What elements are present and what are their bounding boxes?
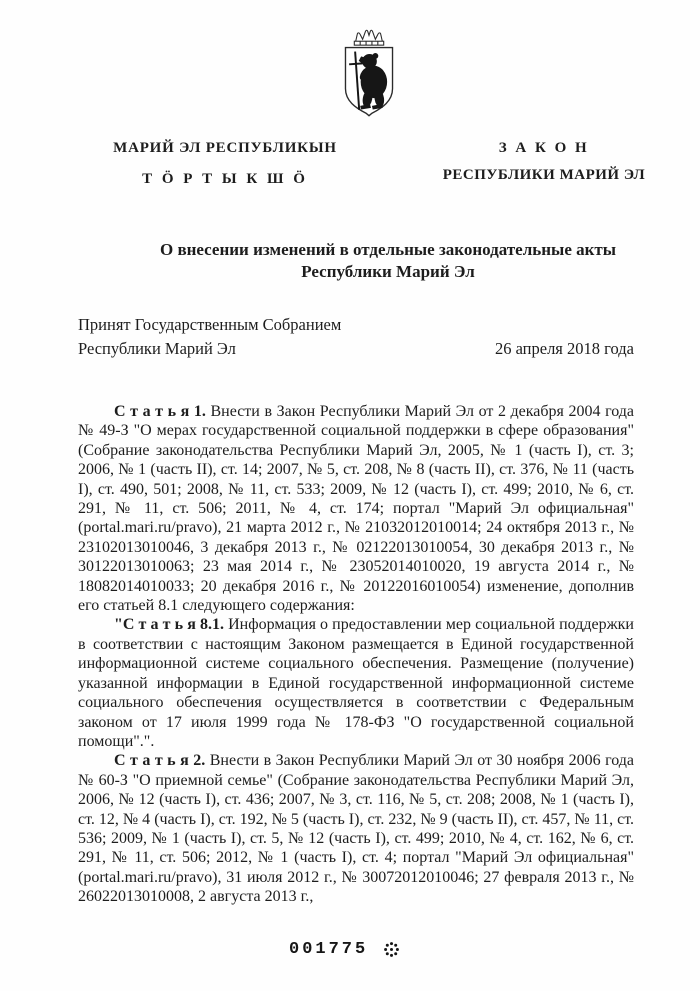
mari-el-coat-of-arms-icon [334,28,404,126]
adopted-by-line2: Республики Марий Эл [78,338,236,358]
republic-name-russian: РЕСПУБЛИКИ МАРИЙ ЭЛ [442,167,646,183]
law-body-text [78,402,634,907]
adopted-by-line1: Принят Государственным Собранием [78,315,342,334]
article-8-1-text: Информация о предоставлении мер социальной поддержки в соответствии с настоящим Законом размещается в Единой государственной информационной системе социального обеспечения. Размещение (получение) указанной информации в Единой государственной информационной системе социального обеспечения осуществляется в соответствии с Федеральным законом от 17 июля 1999 года № 178-ФЗ "О государственной социальной помощи".". [78,616,634,750]
article-1-text: Внести в Закон Республики Марий Эл от 2 декабря 2004 года № 49-З "О мерах государственной социальной поддержки в сфере образования" (Собрание законодательства Республики Марий Эл, 2005, № 1 (часть I), ст. 3; 2006, № 1 (часть II), ст. 14; 2007, № 5, ст. 208, № 8 (часть II), ст. 376, № 11 (часть I), ст. 490, 501; 2008, № 11, ст. 533; 2009, № 12 (часть I), ст. 499; 2010, № 6, ст. 291, № 11, ст. 506; 2011, № 4, ст. 174; портал "Марий Эл официальная" (portal.mari.ru/pravo), 21 марта 2012 г., № 21032012010014; 24 октября 2013 г., № 23102013010046, 3 декабря 2013 г., № 02122013010054, 30 декабря 2013 г., № 30122013010063; 23 мая 2014 г., № 23052014010020, 19 августа 2014 г., № 18082014010033; 20 декабря 2016 г., № 20122016010054) изменение, дополнив его статьей 8.1 следующего содержания: [78,403,635,615]
footer-stamp [289,940,400,959]
article-2-text: Внести в Закон Республики Марий Эл от 30 ноября 2006 года № 60-З "О приемной семье" (Собрание законодательства Республики Марий Эл, 2006, № 12 (часть I), ст. 436; 2007, № 3, ст. 116, № 5, ст. 208; 2008, № 1 (часть I), ст. 12, № 4 (часть I), ст. 192, № 5 (часть I), ст. 232, № 9 (часть II), ст. 457, № 11, ст. 536; 2009, № 1 (часть I), ст. 5, № 12 (часть I), ст. 499; 2010, № 4, ст. 162, № 6, ст. 291, № 11, ст. 506; 2012, № 1 (часть I), ст. 4; портал "Марий Эл официальная" (portal.mari.ru/pravo), 31 июля 2012 г., № 30072012010046; 27 февраля 2013 г., № 26022013010008, 2 августа 2013 г., [78,752,635,906]
republic-name-mari: МАРИЙ ЭЛ РЕСПУБЛИКЫН [113,140,337,156]
adoption-date: 26 апреля 2018 года [494,338,634,358]
letterhead-russian-language [438,138,650,185]
article-2-label: С т а т ь я 2. [114,752,206,770]
law-word-russian: З А К О Н [498,140,590,156]
inserted-article-8-1-paragraph [78,615,634,751]
document-title: О внесении изменений в отдельные законодательные акты Республики Марий Эл [159,240,617,281]
letterhead-mari-language [92,138,358,189]
letterhead [0,138,700,208]
article-2-paragraph [78,751,634,906]
registration-number: 001775 [289,940,369,959]
law-word-mari: Т Ӧ Р Т Ы К Ш Ӧ [142,171,308,187]
adoption-block [78,313,634,360]
article-8-1-label: "С т а т ь я 8.1. [114,616,224,634]
article-1-label: С т а т ь я 1. [114,403,206,420]
article-1-paragraph [78,402,634,615]
dotted-asterisk-icon [383,941,400,958]
